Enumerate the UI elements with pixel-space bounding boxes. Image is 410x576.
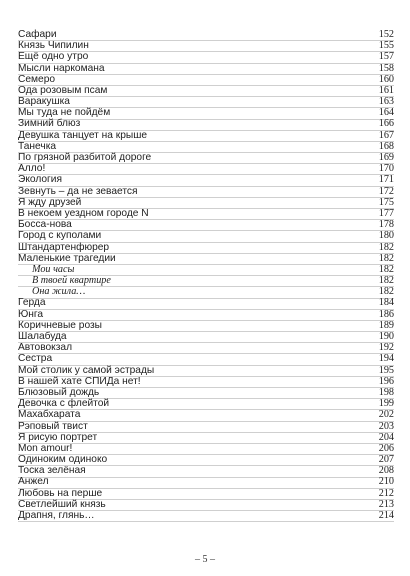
toc-entry-title: Девушка танцует на крыше <box>18 129 148 141</box>
toc-entry <box>18 64 394 75</box>
toc-entry-page: 171 <box>378 174 394 186</box>
toc-entry-page: 152 <box>378 28 394 40</box>
toc-entry-page: 169 <box>378 152 394 164</box>
toc-entry-title: Девочка с флейтой <box>18 398 110 410</box>
toc-entry-title: В некоем уездном городе N <box>18 207 149 219</box>
toc-entry-page: 184 <box>378 297 394 309</box>
toc-entry-title: Мысли наркомана <box>18 62 105 74</box>
toc-entry-title: По грязной разбитой дороге <box>18 152 152 164</box>
toc-entry <box>18 332 394 343</box>
toc-entry-title: Анжел <box>18 476 49 488</box>
toc-entry-title: Драпня, глянь… <box>18 510 95 522</box>
toc-entry-page: 196 <box>378 375 394 387</box>
toc-entry-title: Князь Чипилин <box>18 40 89 52</box>
toc-entry <box>18 343 394 354</box>
toc-entry-title: Мой столик у самой эстрады <box>18 364 155 376</box>
toc-entry-page: 160 <box>378 73 394 85</box>
toc-entry-title: Блюзовый дождь <box>18 386 100 398</box>
toc-entry-page: 189 <box>378 319 394 331</box>
toc-entry <box>18 433 394 444</box>
toc-entry-page: 202 <box>378 409 394 421</box>
toc-entry-page: 182 <box>378 286 394 298</box>
toc-entry-title: Светлейший князь <box>18 498 106 510</box>
toc-entry-page: 161 <box>378 84 394 96</box>
toc-entry-page: 207 <box>378 454 394 466</box>
toc-entry-title: Герда <box>18 297 46 309</box>
toc-entry-title: Семеро <box>18 73 56 85</box>
toc-entry-title: В твоей квартире <box>32 275 111 287</box>
toc-entry-page: 170 <box>378 163 394 175</box>
toc-entry-page: 186 <box>378 308 394 320</box>
toc-entry-title: Зимний блюз <box>18 118 81 130</box>
toc-entry-title: Шалабуда <box>18 331 67 343</box>
toc-entry-title: Сестра <box>18 353 53 365</box>
toc-entry-title: Мы туда не пойдём <box>18 107 111 119</box>
toc-entry-title: Автовокзал <box>18 342 73 354</box>
toc-entry-title: В нашей хате СПИДа нет! <box>18 375 141 387</box>
toc-entry-title: Алло! <box>18 163 46 175</box>
toc-entry-title: Рэповый твист <box>18 420 88 432</box>
toc-entry-title: Танечка <box>18 140 57 152</box>
toc-entry-title: Сафари <box>18 28 57 40</box>
toc-entry-title: Юнга <box>18 308 44 320</box>
toc-entry <box>18 86 394 97</box>
toc-entry <box>18 164 394 175</box>
toc-entry-title: Экология <box>18 174 62 186</box>
toc-entry <box>18 511 394 522</box>
toc-entry <box>18 466 394 477</box>
toc-entry-title: Тоска зелёная <box>18 465 86 477</box>
toc-entry-page: 166 <box>378 118 394 130</box>
toc-entry-page: 213 <box>378 498 394 510</box>
toc-entry-title: Город с куполами <box>18 230 102 242</box>
toc-entry-page: 214 <box>378 510 394 522</box>
toc-entry <box>18 299 394 310</box>
toc-entry-page: 190 <box>378 331 394 343</box>
toc-entry-title: Маленькие трагедии <box>18 252 116 264</box>
toc-entry-title: Mon amour! <box>18 442 73 454</box>
toc-entry-page: 208 <box>378 465 394 477</box>
toc-entry-page: 182 <box>378 275 394 287</box>
toc-entry-page: 177 <box>378 207 394 219</box>
toc-entry-page: 178 <box>378 219 394 231</box>
toc-entry-title: Зевнуть – да не зевается <box>18 185 138 197</box>
toc-entry-page: 182 <box>378 252 394 264</box>
toc-entry-page: 199 <box>378 398 394 410</box>
toc-entry-page: 212 <box>378 487 394 499</box>
toc-entry-page: 163 <box>378 96 394 108</box>
toc-entry-page: 155 <box>378 40 394 52</box>
toc-entry-page: 172 <box>378 185 394 197</box>
toc-entry-title: Она жила… <box>32 286 86 298</box>
toc-entry <box>18 209 394 220</box>
toc-entry-page: 203 <box>378 420 394 432</box>
toc-entry-page: 157 <box>378 51 394 63</box>
toc-entry-title: Коричневые розы <box>18 319 102 331</box>
toc-entry-title: Варакушка <box>18 96 70 108</box>
toc-entry-page: 167 <box>378 129 394 141</box>
toc-entry-page: 206 <box>378 442 394 454</box>
toc-entry-page: 164 <box>378 107 394 119</box>
toc-entry-page: 195 <box>378 364 394 376</box>
toc-entry-page: 168 <box>378 140 394 152</box>
toc-entry-title: Штандартенфюрер <box>18 241 110 253</box>
toc-entry-page: 192 <box>378 342 394 354</box>
toc-entry-page: 210 <box>378 476 394 488</box>
toc-entry-title: Ещё одно утро <box>18 51 89 63</box>
toc-entry <box>18 321 394 332</box>
toc-subentry <box>18 287 394 298</box>
toc-entry-page: 182 <box>378 263 394 275</box>
toc-entry-page: 175 <box>378 196 394 208</box>
toc-entry-page: 194 <box>378 353 394 365</box>
toc-entry-title: Босса-нова <box>18 219 72 231</box>
toc-entry-title: Мои часы <box>32 263 75 275</box>
toc-entry <box>18 131 394 142</box>
table-of-contents <box>18 30 394 522</box>
toc-entry-page: 180 <box>378 230 394 242</box>
toc-entry-title: Любовь на перше <box>18 487 103 499</box>
toc-entry-title: Ода розовым псам <box>18 84 108 96</box>
toc-entry-page: 204 <box>378 431 394 443</box>
page-number: – 5 – <box>195 554 215 565</box>
toc-entry-page: 158 <box>378 62 394 74</box>
toc-entry-title: Я рисую портрет <box>18 431 98 443</box>
toc-entry-title: Одиноким одиноко <box>18 454 108 466</box>
toc-entry-title: Махабхарата <box>18 409 81 421</box>
toc-entry <box>18 153 394 164</box>
toc-entry-page: 198 <box>378 386 394 398</box>
toc-entry-title: Я жду друзей <box>18 196 82 208</box>
toc-entry-page: 182 <box>378 241 394 253</box>
